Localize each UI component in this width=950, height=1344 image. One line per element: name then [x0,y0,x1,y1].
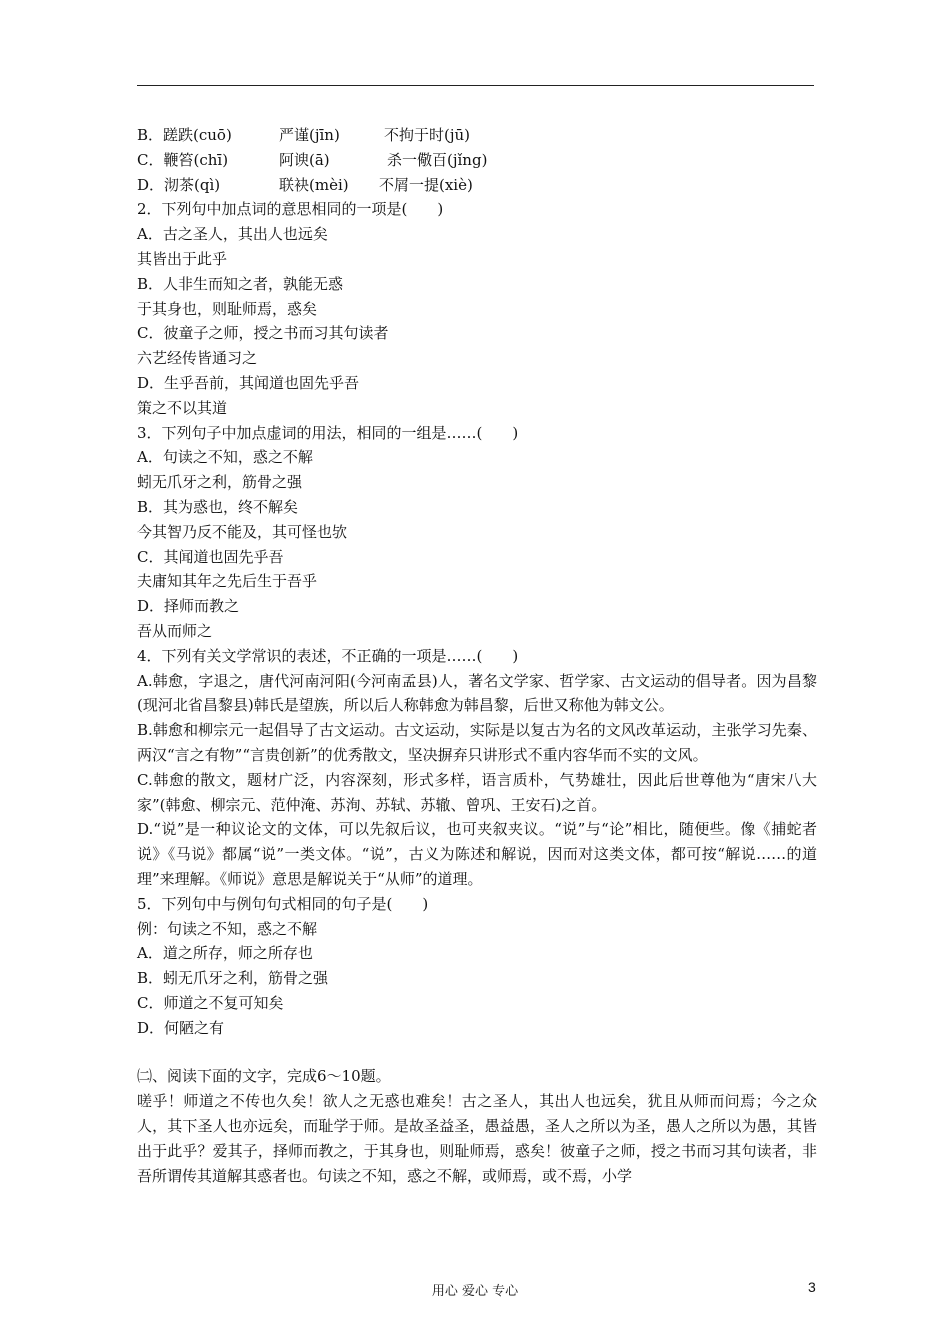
option-col-1: C．鞭笞(chī) [137,150,229,169]
q1-option-b [137,123,817,148]
option-col-1: D．沏茶(qì) [137,175,221,194]
question-line: D．生乎吾前，其闻道也固先乎吾 [137,373,360,392]
option-col-1: B．蹉跌(cuō) [137,126,232,144]
question-line: 于其身也，则耻师焉，惑矣 [137,299,318,318]
question-line: C．其闻道也固先乎吾 [137,547,284,566]
footer-slogan: 用心 爱心 专心 [431,1284,519,1299]
question-2 [137,197,817,420]
reading-passage: 嗟乎！师道之不传也久矣！欲人之无惑也难矣！古之圣人，其出人也远矣，犹且从师而问焉；今之众人，其下圣人也亦远矣，而耻学于师。是故圣益圣，愚益愚，圣人之所以为圣，愚人之所以为愚，其皆出于此乎？爱其子，择师而教之，于其身也，则耻师焉，惑矣！彼童子之师，授之书而习其句读者，非吾所谓传其道解其惑者也。句读之不知，惑之不解，或师焉，或不焉，小学 [137,1092,817,1185]
section-2 [137,1064,817,1188]
document-body [137,123,817,1188]
option-paragraph: D.“说”是一种议论文的文体，可以先叙后议，也可夹叙夹议。“说”与“论”相比，随便些。像《捕蛇者说》《马说》都属“说”一类文体。“说”，古义为陈述和解说，因而对这类文体，都可按“解说……的道理”来理解。《师说》意思是解说关于“从师”的道理。 [137,820,817,888]
question-line: B．人非生而知之者，孰能无惑 [137,274,344,293]
q1-option-d [137,173,817,198]
question-title: 3．下列句子中加点虚词的用法，相同的一组是……( ) [137,423,519,442]
question-line: B．其为惑也，终不解矣 [137,497,299,516]
option-paragraph: C.韩愈的散文，题材广泛，内容深刻，形式多样，语言质朴，气势雄壮，因此后世尊他为“唐宋八大家”(韩愈、柳宗元、范仲淹、苏洵、苏轼、苏辙、曾巩、王安石)之首。 [137,770,817,814]
question-title: 2．下列句中加点词的意思相同的一项是( ) [137,200,444,219]
header-rule [137,85,814,86]
question-line: 其皆出于此乎 [137,249,228,268]
question-5 [137,892,817,1041]
question-line: 例：句读之不知，惑之不解 [137,919,318,938]
question-line: D．择师而教之 [137,597,240,616]
question-line: A．道之所存，师之所存也 [137,944,313,963]
option-paragraph: A.韩愈，字退之，唐代河南河阳(今河南孟县)人，著名文学家、哲学家、古文运动的倡导者。因为昌黎(现河北省昌黎县)韩氏是望族，所以后人称韩愈为韩昌黎，后世又称他为韩文公。 [137,671,817,715]
question-line: 吾从而师之 [137,621,213,640]
question-line: 蚓无爪牙之利，筋骨之强 [137,473,303,492]
question-title: 4．下列有关文学常识的表述，不正确的一项是……( ) [137,646,519,665]
question-line: 夫庸知其年之先后生于吾乎 [137,572,318,591]
question-title: 5．下列句中与例句句式相同的句子是( ) [137,894,429,913]
question-line: C．师道之不复可知矣 [137,993,284,1012]
page-number: 3 [808,1279,816,1295]
question-3 [137,421,817,644]
question-line: C．彼童子之师，授之书而习其句读者 [137,324,389,343]
q1-option-c [137,148,817,173]
question-line: 六艺经传皆通习之 [137,349,258,368]
question-line: A．古之圣人，其出人也远矣 [137,225,328,244]
question-4 [137,644,817,892]
section-gap [137,1040,817,1064]
option-col-3: 不屑一提(xiè) [379,175,473,194]
question-line: D．何陋之有 [137,1018,225,1037]
question-line: B．蚓无爪牙之利，筋骨之强 [137,969,329,988]
option-paragraph: B.韩愈和柳宗元一起倡导了古文运动。古文运动，实际是以复古为名的文风改革运动，主张学习先秦、两汉“言之有物”“言贵创新”的优秀散文，坚决摒弃只讲形式不重内容华而不实的文风。 [137,721,817,764]
option-col-2: 严谨(jīn) [279,126,340,144]
option-col-2: 联袂(mèi) [279,175,349,194]
question-line: 策之不以其道 [137,398,228,417]
section-title: ㈡、阅读下面的文字，完成6～10题。 [137,1067,391,1086]
q1-options [137,123,817,197]
question-line: A．句读之不知，惑之不解 [137,448,313,467]
question-line: 今其智乃反不能及，其可怪也欤 [137,522,348,541]
option-col-3: 杀一儆百(jǐng) [387,150,488,169]
option-col-2: 阿谀(ā) [279,150,330,169]
option-col-3: 不拘于时(jū) [384,126,471,144]
